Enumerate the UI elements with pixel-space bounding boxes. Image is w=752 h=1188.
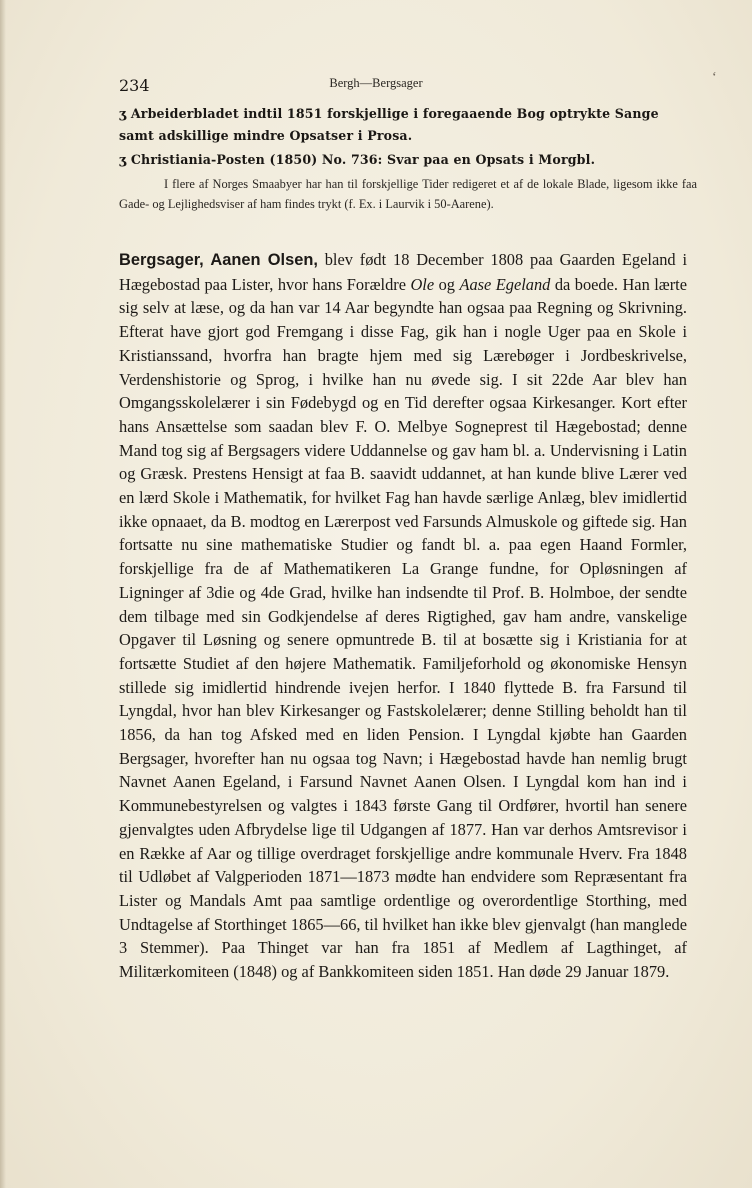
page-edge-shadow bbox=[0, 0, 6, 1188]
bibliography-marker: ʒ bbox=[119, 106, 127, 121]
bibliography-entry bbox=[119, 103, 697, 147]
page-number: 234 bbox=[119, 76, 150, 95]
entry-text: blev født 18 December 1808 paa Gaarden Egeland i Hægebostad paa Lister, hvor hans Forældre bbox=[119, 250, 687, 294]
entry-name: Bergsager, Aanen Olsen, bbox=[119, 251, 318, 269]
running-head: Bergh—Bergsager bbox=[329, 76, 423, 90]
entry-text: og bbox=[434, 274, 460, 294]
bibliography-entry bbox=[119, 149, 697, 171]
corner-mark: ʻ bbox=[712, 70, 717, 85]
entry-text: da boede. Han lærte sig selv at læse, og da han var 14 Aar begyndte han ogsaa paa Regning og Skrivning. Efterat have gjort god Fremgang i disse Fag, gik han i nogle Uger paa en Skole i Kristianssand, hvorfra han bragte hjem med sig Lærebøger i Jordbeskrivelse, Verdenshistorie og Sprog, i hvilke han nu øvede sig. I sit 22de Aar blev han Omgangsskolelærer i sin Fødebygd og en Tid derefter ogsaa Kirkesanger. Kort efter hans Ansættelse som saadan blev F. O. Melbye Sogneprest til Hægebostad; denne Mand tog sig af Bergsagers videre Uddannelse og gav ham bl. a. Undervisning i Latin og Græsk. Prestens Hensigt at faa B. saavidt uddannet, at han kunde blive Lærer ved en lærd Skole i Mathematik, for hvilket Fag han havde særlige Anlæg, blev imidlertid ikke opnaaet, da B. modtog en Lærerpost ved Farsunds Almuskole og giftede sig. Han fortsatte nu sine mathematiske Studier og fandt bl. a. paa egen Haand Formler, forskjellige fra de af Mathematikeren La Grange fundne, for Opløsningen af Ligninger af 3die og 4de Grad, hvilke han indsendte til Prof. B. Holmboe, der sendte dem tilbage med sin Godkjendelse af deres Rigtighed, gav ham andre, vanskelige Opgaver til Løsning og senere opmuntrede B. til at bosætte sig i Kristiania for at fortsætte Studiet af den højere Mathematik. Familjeforhold og økonomiske Hensyn stillede sig imidlertid hindrende ivejen herfor. I 1840 flyttede B. fra Farsund til Lyngdal, hvor han blev Kirkesanger og Fastskolelærer; denne Stilling beholdt han til 1856, da han tog Afsked med en liden Pension. I Lyngdal kjøbte han Gaarden Bergsager, hvorefter han nu ogsaa tog Navn; i Hægebostad havde han nemlig brugt Navnet Aanen Egeland, i Farsund Navnet Aanen Olsen. I Lyngdal kom han ind i Kommunebestyrelsen og valgtes i 1843 første Gang til Ordfører, hvortil han senere gjenvalgtes uden Afbrydelse lige til Udgangen af 1877. Han var derhos Amtsrevisor i en Række af Aar og tillige overdraget forskjellige andre kommunale Hverv. Fra 1848 til Udløbet af Valgperioden 1871—1873 mødte han endvidere som Repræsentant fra Lister og Mandals Amt paa samtlige ordentlige og overordentlige Storthing, med Undtagelse af Storthinget 1865—66, til hvilket han ikke blev gjenvalgt (han manglede 3 Stemmer). Paa Thinget var han fra 1851 af Medlem af Lagthinget, af Militærkomiteen (1848) og af Bankkomiteen siden 1851. Han døde 29 Januar 1879. bbox=[119, 274, 687, 982]
parent-name: Ole bbox=[410, 274, 435, 294]
parent-name: Aase Egeland bbox=[459, 274, 551, 294]
bibliography-text: Christiania-Posten (1850) No. 736: Svar paa en Opsats i Morgbl. bbox=[130, 152, 596, 167]
bibliography-text: Arbeiderbladet indtil 1851 forskjellige i foregaaende Bog optrykte Sange samt adskillige mindre Opsatser i Prosa. bbox=[119, 106, 659, 143]
biography-entry bbox=[119, 248, 687, 984]
bibliography-marker: ʒ bbox=[119, 152, 127, 167]
biographical-note: I flere af Norges Smaabyer har han til forskjellige Tider redigeret et af de lokale Blade, ligesom ikke faa Gade- og Lejlighedsviser af ham findes trykt (f. Ex. i Laurvik i 50-Aarene). bbox=[119, 177, 697, 211]
